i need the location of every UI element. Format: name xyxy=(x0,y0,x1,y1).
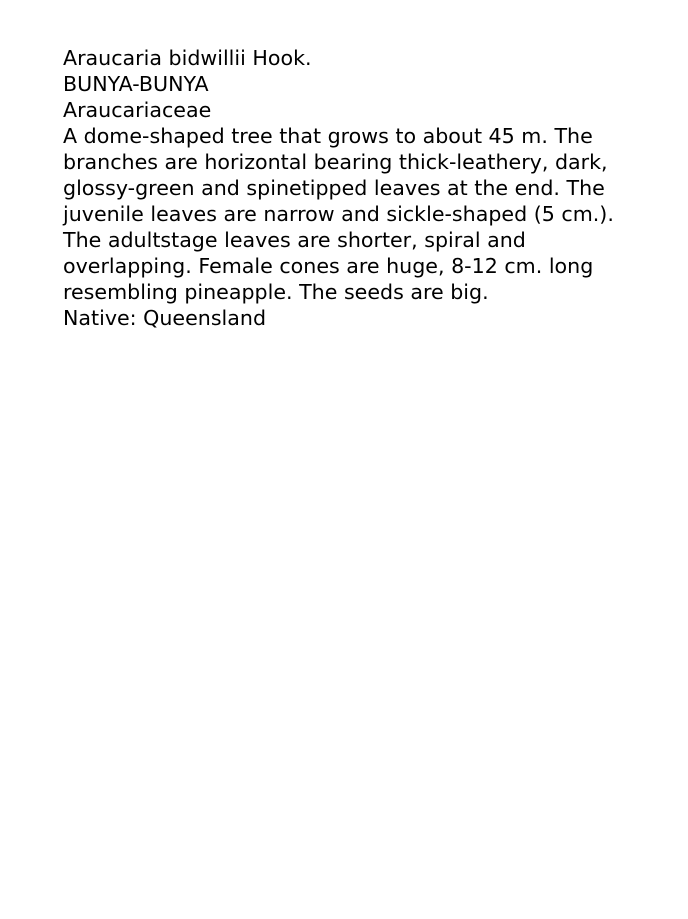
description-paragraph xyxy=(63,123,673,305)
family-name: Araucariaceae xyxy=(63,98,212,122)
plant-description-document xyxy=(63,45,673,331)
description-line: The adultstage leaves are shorter, spiral and xyxy=(63,228,526,252)
native-region: Native: Queensland xyxy=(63,306,267,330)
description-line: glossy-green and spinetipped leaves at the end. The xyxy=(63,176,605,200)
scientific-name: Araucaria bidwillii Hook. xyxy=(63,46,312,70)
description-line: juvenile leaves are narrow and sickle-shaped (5 cm.). xyxy=(63,202,614,226)
description-line: resembling pineapple. The seeds are big. xyxy=(63,280,489,304)
common-name: BUNYA-BUNYA xyxy=(63,72,209,96)
description-line: branches are horizontal bearing thick-leathery, dark, xyxy=(63,150,608,174)
description-line: overlapping. Female cones are huge, 8-12 cm. long xyxy=(63,254,594,278)
description-line: A dome-shaped tree that grows to about 45 m. The xyxy=(63,124,593,148)
